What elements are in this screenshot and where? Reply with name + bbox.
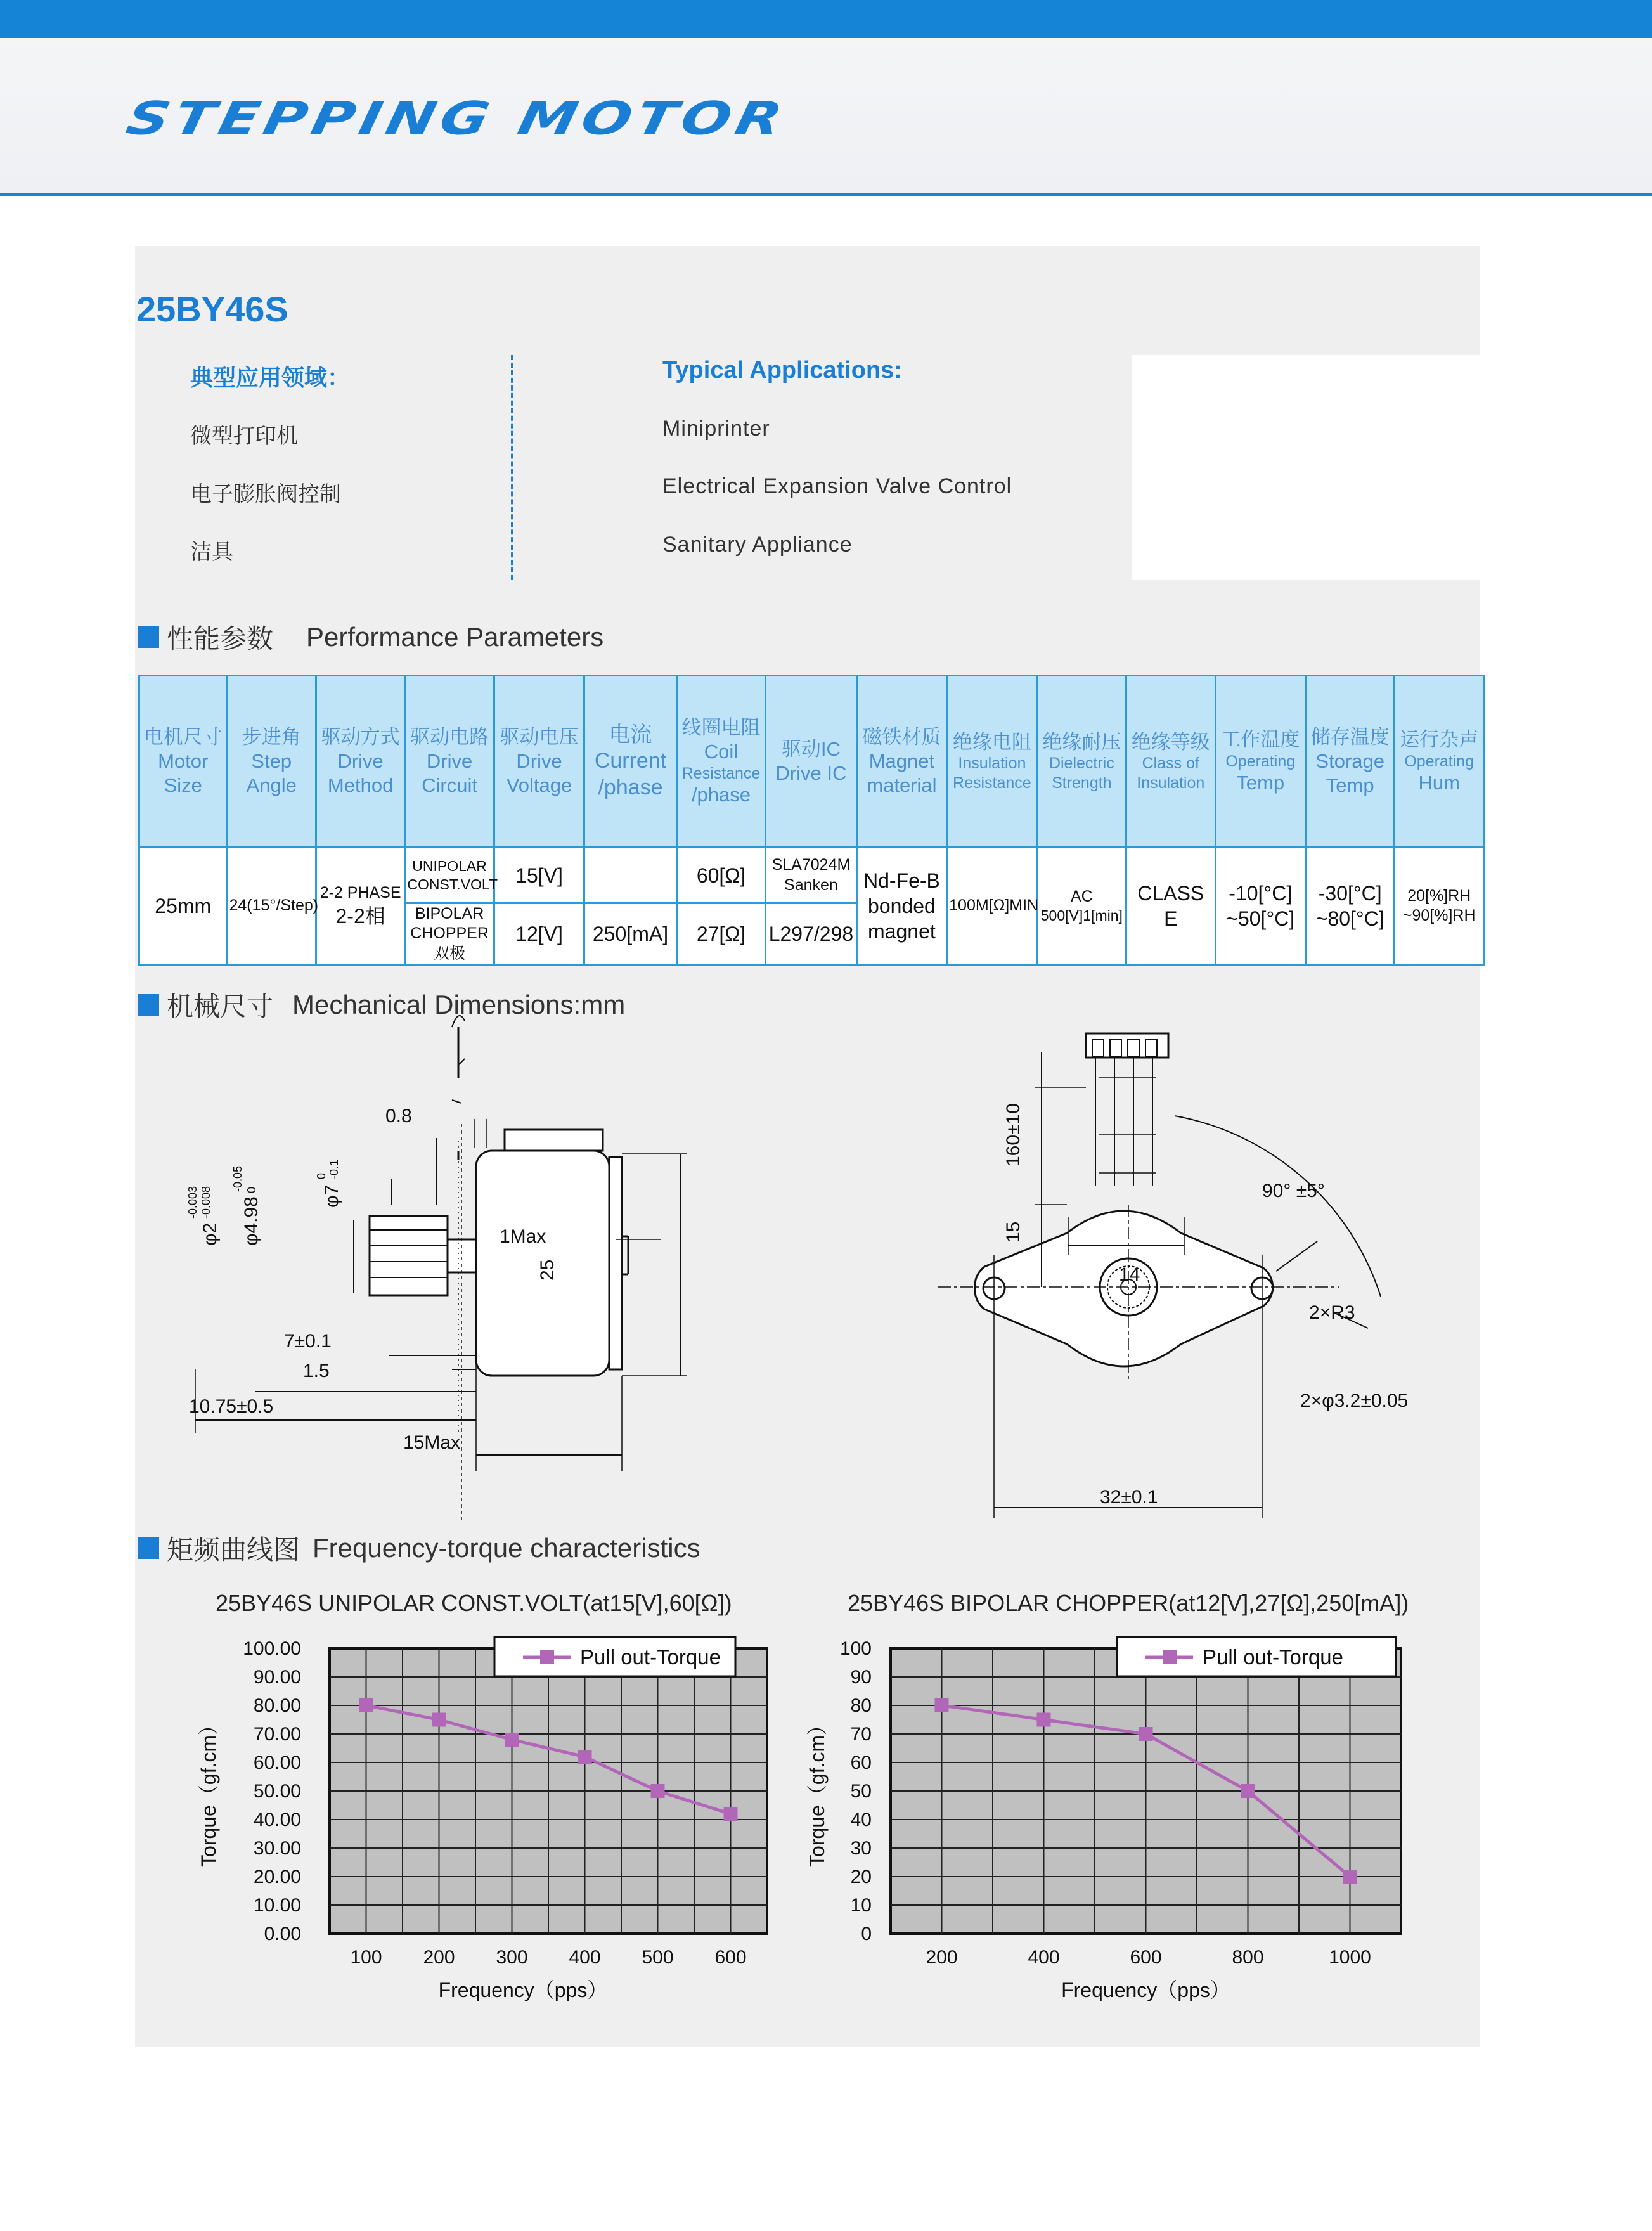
y-tick-label: 80.00: [253, 1695, 301, 1716]
y-tick-label: 100: [839, 1638, 872, 1659]
cell-storage-temp: -30[°C] ~80[°C]: [1305, 848, 1394, 965]
page-header: [0, 38, 1652, 196]
model-number: 25BY46S: [136, 289, 288, 329]
performance-section-title: [138, 618, 603, 656]
header-cell: 绝缘等级 Class of Insulation: [1126, 676, 1215, 848]
x-axis-title: Frequency（pps）: [438, 1979, 608, 2001]
cell-circuit-unipolar: UNIPOLAR CONST.VOLT: [405, 848, 494, 903]
dim-offset: 1.5: [303, 1361, 330, 1381]
cell-hum: 20[%]RH ~90[%]RH: [1395, 848, 1484, 965]
dim-angle: 90° ±5°: [1262, 1180, 1325, 1201]
cell-magnet: Nd-Fe-B bonded magnet: [856, 848, 946, 965]
header-cell: 电流 Current /phase: [584, 676, 676, 848]
y-tick-label: 90: [850, 1667, 872, 1688]
dim-gear-length: 7±0.1: [284, 1331, 332, 1352]
section-title-cn: 矩频曲线图: [167, 1535, 300, 1565]
application-cn-item: 微型打印机: [190, 424, 298, 448]
cell-op-temp: -10[°C] ~50[°C]: [1215, 848, 1305, 965]
y-tick-label: 20.00: [253, 1866, 301, 1887]
x-tick-label: 500: [642, 1947, 674, 1968]
top-color-bar: [0, 0, 1652, 38]
y-tick-label: 70.00: [253, 1724, 301, 1745]
data-point: [359, 1698, 373, 1712]
data-point: [578, 1750, 592, 1764]
data-point: [651, 1784, 665, 1798]
x-tick-label: 600: [714, 1947, 747, 1968]
table-header-row: [139, 676, 1484, 848]
cell-voltage: 12[V]: [494, 903, 584, 965]
x-tick-label: 400: [1028, 1947, 1060, 1968]
header-cell: 绝缘耐压 Dielectric Strength: [1037, 676, 1126, 848]
dim-offset-15: 15: [1003, 1221, 1024, 1243]
torque-chart-bipolar: [786, 1623, 1426, 2016]
application-en-item: Electrical Expansion Valve Control: [662, 474, 1012, 498]
header-cell: 驱动电压 Drive Voltage: [494, 676, 584, 848]
header-cell: 工作温度 Operating Temp: [1215, 676, 1305, 848]
header-cell: 线圈电阻 Coil Resistance /phase: [676, 676, 765, 848]
table-row: [139, 848, 1484, 903]
y-tick-label: 70: [850, 1724, 872, 1745]
application-en-item: Miniprinter: [662, 417, 770, 441]
dim-shaft-tol-bot: -0.008: [200, 1186, 212, 1219]
chart-title-unipolar: 25BY46S UNIPOLAR CONST.VOLT(at15[V],60[Ω]): [216, 1590, 732, 1616]
cell-resistance: 27[Ω]: [676, 903, 765, 965]
dim-flange: 0.8: [385, 1106, 412, 1127]
section-square-icon: [138, 626, 159, 648]
header-cell: 电机尺寸 Motor Size: [139, 676, 227, 848]
y-tick-label: 40.00: [253, 1809, 301, 1830]
y-tick-label: 90.00: [253, 1667, 301, 1688]
cell-motor-size: 25mm: [139, 848, 227, 965]
cell-current: [584, 848, 676, 903]
x-tick-label: 600: [1130, 1947, 1162, 1968]
data-point: [1139, 1727, 1153, 1741]
dim-shaft-total: 10.75±0.5: [189, 1396, 274, 1417]
section-title-en: Frequency-torque characteristics: [313, 1533, 700, 1563]
y-tick-label: 10.00: [253, 1895, 301, 1916]
mechanical-drawing: [135, 989, 1480, 1528]
dim-boss-dia: φ4.98: [241, 1196, 262, 1246]
dim-radius: 2×R3: [1309, 1302, 1355, 1323]
application-cn-item: 洁具: [190, 540, 233, 564]
y-tick-label: 20: [850, 1866, 872, 1887]
dim-width-14: 14: [1119, 1264, 1140, 1285]
y-axis-title: Torque（gf.cm）: [806, 1714, 829, 1868]
y-tick-label: 0.00: [264, 1924, 301, 1944]
section-title-cn: 性能参数: [167, 624, 274, 654]
data-point: [505, 1733, 519, 1747]
application-cn-item: 电子膨胀阀控制: [190, 482, 341, 507]
header-cell: 步进角 Step Angle: [227, 676, 316, 848]
dim-shaft-dia: φ2: [200, 1222, 221, 1246]
dim-boss-tol: -0.05: [231, 1165, 244, 1192]
applications-title-en: Typical Applications:: [662, 357, 902, 384]
data-point: [1343, 1870, 1357, 1884]
x-tick-label: 200: [926, 1947, 958, 1968]
dim-pilot-dia: φ7: [321, 1184, 342, 1208]
application-en-item: Sanitary Appliance: [662, 533, 853, 557]
y-tick-label: 50: [850, 1781, 872, 1802]
cell-ic: L297/298: [766, 903, 856, 965]
y-tick-label: 40: [850, 1809, 872, 1830]
dim-one-max: 1Max: [500, 1226, 546, 1247]
dim-pitch: 32±0.1: [1100, 1487, 1158, 1508]
applications-blank-area: [1132, 355, 1480, 580]
cell-ic: SLA7024M Sanken: [766, 848, 856, 903]
data-point: [432, 1713, 446, 1727]
cell-resistance: 60[Ω]: [676, 848, 765, 903]
dim-holes: 2×φ3.2±0.05: [1300, 1390, 1409, 1411]
cell-drive-method: 2-2 PHASE 2-2相: [316, 848, 404, 965]
header-cell: 磁铁材质 Magnet material: [856, 676, 946, 848]
dim-boss-tol-zero: 0: [245, 1186, 258, 1193]
data-point: [1241, 1784, 1255, 1798]
dim-lead: 160±10: [1003, 1103, 1024, 1167]
y-tick-label: 60.00: [253, 1752, 301, 1773]
y-tick-label: 50.00: [253, 1781, 301, 1802]
data-point: [935, 1698, 949, 1712]
cell-class: CLASS E: [1126, 848, 1215, 965]
y-tick-label: 60: [850, 1752, 872, 1773]
dim-body-max: 15Max: [403, 1432, 461, 1453]
x-tick-label: 400: [569, 1947, 601, 1968]
header-cell: 储存温度 Storage Temp: [1305, 676, 1394, 848]
y-axis-title: Torque（gf.cm）: [197, 1714, 220, 1868]
dim-pilot-tol-top: 0: [315, 1172, 328, 1179]
x-tick-label: 800: [1232, 1947, 1264, 1968]
torque-chart-unipolar: [177, 1623, 786, 2016]
chart-title-bipolar: 25BY46S BIPOLAR CHOPPER(at12[V],27[Ω],250[mA]): [848, 1590, 1409, 1616]
cell-dielectric: AC 500[V]1[min]: [1037, 848, 1126, 965]
section-square-icon: [138, 1537, 159, 1559]
y-tick-label: 100.00: [243, 1638, 301, 1659]
x-axis-title: Frequency（pps）: [1061, 1979, 1230, 2001]
section-title-cn: 机械尺寸: [167, 992, 274, 1021]
y-tick-label: 80: [850, 1695, 872, 1716]
data-point: [1037, 1713, 1051, 1727]
performance-table: [138, 675, 1485, 966]
y-tick-label: 10: [850, 1895, 872, 1916]
cell-step-angle: 24(15°/Step): [227, 848, 316, 965]
cell-circuit-bipolar: BIPOLAR CHOPPER 双极: [405, 903, 494, 965]
x-tick-label: 1000: [1329, 1947, 1371, 1968]
legend-marker: [1163, 1650, 1177, 1664]
y-tick-label: 0: [861, 1924, 872, 1944]
legend-label: Pull out-Torque: [580, 1645, 721, 1669]
header-cell: 驱动电路 Drive Circuit: [405, 676, 494, 848]
data-point: [724, 1807, 738, 1821]
frequency-section-title: [138, 1529, 700, 1567]
applications-title-cn: 典型应用领域：: [190, 365, 351, 391]
legend-marker: [540, 1650, 554, 1664]
header-cell: 驱动方式 Drive Method: [316, 676, 404, 848]
dim-pilot-tol-bot: -0.1: [328, 1159, 340, 1179]
cell-current: 250[mA]: [584, 903, 676, 965]
x-tick-label: 300: [496, 1947, 528, 1968]
dim-height: 25: [537, 1259, 558, 1281]
section-title-en: Mechanical Dimensions:mm: [292, 990, 626, 1019]
header-cell: 绝缘电阻 Insulation Resistance: [947, 676, 1037, 848]
dim-shaft-tol-top: -0.003: [186, 1186, 199, 1219]
x-tick-label: 100: [350, 1947, 382, 1968]
header-cell: 驱动IC Drive IC: [766, 676, 856, 848]
x-tick-label: 200: [423, 1947, 455, 1968]
legend-label: Pull out-Torque: [1203, 1645, 1343, 1669]
brand-title: STEPPING MOTOR: [122, 92, 792, 145]
cell-voltage: 15[V]: [494, 848, 584, 903]
applications-divider: [511, 355, 513, 580]
header-cell: 运行杂声 Operating Hum: [1395, 676, 1484, 848]
y-tick-label: 30: [850, 1838, 872, 1859]
cell-insulation-resistance: 100M[Ω]MIN: [947, 848, 1037, 965]
y-tick-label: 30.00: [253, 1838, 301, 1859]
section-title-en: Performance Parameters: [306, 622, 604, 652]
